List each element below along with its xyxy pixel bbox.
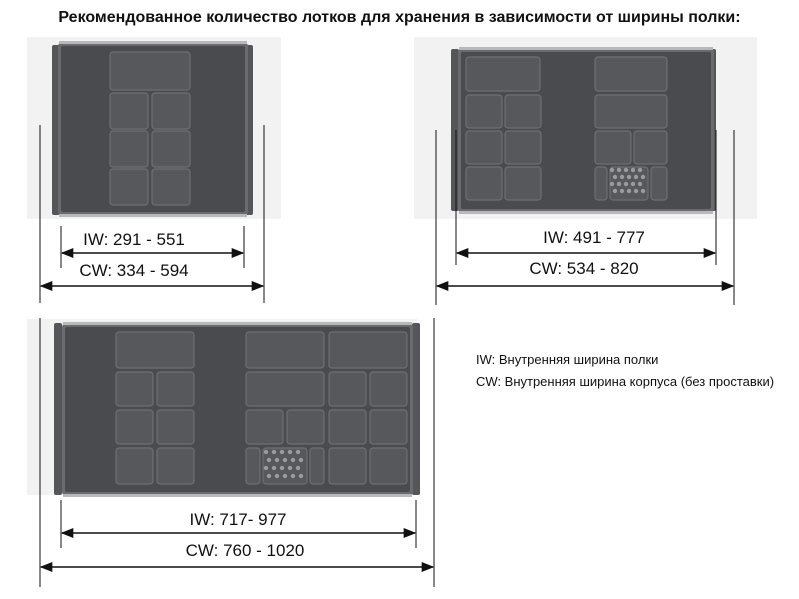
insert-hole bbox=[617, 182, 621, 186]
insert-hole bbox=[610, 182, 614, 186]
tray-compartment bbox=[246, 372, 324, 406]
drawer-illustration bbox=[27, 37, 281, 219]
tray-compartment bbox=[116, 448, 153, 484]
tray-compartment bbox=[263, 448, 307, 484]
tray-compartment bbox=[116, 410, 153, 444]
tray-compartment bbox=[595, 167, 607, 200]
insert-hole bbox=[617, 168, 621, 172]
insert-hole bbox=[613, 175, 617, 179]
tray-compartment bbox=[370, 410, 407, 444]
tray-compartment bbox=[246, 332, 324, 368]
tray-compartment bbox=[466, 167, 502, 200]
tray-compartment bbox=[116, 372, 153, 406]
insert-hole bbox=[280, 450, 284, 454]
tray-compartment bbox=[329, 372, 366, 406]
drawer-illustration bbox=[27, 319, 420, 497]
iw-label: IW: 491 - 777 bbox=[543, 228, 645, 247]
tray-compartment bbox=[116, 332, 194, 368]
iw-label: IW: 717- 977 bbox=[189, 510, 287, 529]
insert-hole bbox=[638, 168, 642, 172]
insert-hole bbox=[299, 458, 303, 462]
insert-hole bbox=[275, 474, 279, 478]
insert-hole bbox=[280, 466, 284, 470]
rail-top bbox=[459, 47, 713, 50]
insert-hole bbox=[624, 168, 628, 172]
tray-compartment bbox=[595, 131, 631, 164]
legend-cw: CW: Внутренняя ширина корпуса (без проставки) bbox=[476, 374, 775, 389]
drawer-illustration bbox=[414, 37, 757, 219]
side-wall-left bbox=[451, 49, 459, 211]
tray-compartment bbox=[505, 95, 541, 128]
cw-label: CW: 760 - 1020 bbox=[185, 541, 305, 560]
tray-compartment bbox=[651, 167, 667, 200]
insert-hole bbox=[275, 458, 279, 462]
insert-hole bbox=[631, 168, 635, 172]
insert-hole bbox=[283, 458, 287, 462]
insert-hole bbox=[267, 474, 271, 478]
tray-compartment bbox=[110, 52, 190, 90]
tray-compartment bbox=[505, 131, 541, 164]
cw-label: CW: 334 - 594 bbox=[79, 261, 189, 280]
insert-hole bbox=[641, 175, 645, 179]
insert-hole bbox=[624, 182, 628, 186]
insert-hole bbox=[291, 474, 295, 478]
tray-compartment bbox=[246, 410, 283, 444]
insert-hole bbox=[610, 168, 614, 172]
tray-compartment bbox=[157, 448, 194, 484]
rail-top bbox=[63, 322, 412, 325]
tray-compartment bbox=[110, 93, 148, 129]
insert-hole bbox=[613, 189, 617, 193]
tray-compartment bbox=[466, 95, 502, 128]
insert-hole bbox=[267, 458, 271, 462]
tray-compartment bbox=[634, 131, 667, 164]
tray-compartment bbox=[152, 169, 190, 205]
side-wall-left bbox=[54, 323, 62, 495]
tray-compartment bbox=[152, 93, 190, 129]
insert-hole bbox=[272, 466, 276, 470]
tray-compartment bbox=[310, 448, 324, 484]
insert-hole bbox=[291, 458, 295, 462]
diagram-title: Рекомендованное количество лотков для хранения в зависимости от ширины полки: bbox=[58, 9, 741, 26]
insert-hole bbox=[283, 474, 287, 478]
insert-hole bbox=[288, 450, 292, 454]
insert-hole bbox=[634, 189, 638, 193]
insert-hole bbox=[627, 175, 631, 179]
tray-compartment bbox=[246, 448, 260, 484]
tray-compartment bbox=[370, 448, 407, 484]
tray-compartment bbox=[110, 131, 148, 167]
insert-hole bbox=[634, 175, 638, 179]
insert-hole bbox=[620, 189, 624, 193]
tray-compartment bbox=[329, 448, 366, 484]
insert-hole bbox=[299, 474, 303, 478]
insert-hole bbox=[631, 182, 635, 186]
tray-compartment bbox=[370, 372, 407, 406]
insert-hole bbox=[627, 189, 631, 193]
tray-compartment bbox=[595, 95, 667, 128]
tray-compartment bbox=[152, 131, 190, 167]
cw-label: CW: 534 - 820 bbox=[529, 259, 639, 278]
tray-compartment bbox=[466, 57, 540, 91]
tray-compartment bbox=[157, 372, 194, 406]
legend bbox=[476, 349, 774, 393]
insert-hole bbox=[264, 450, 268, 454]
iw-label: IW: 291 - 551 bbox=[83, 230, 185, 249]
insert-hole bbox=[272, 450, 276, 454]
insert-hole bbox=[296, 466, 300, 470]
tray-compartment bbox=[110, 169, 148, 205]
tray-compartment bbox=[610, 167, 648, 200]
tray-compartment bbox=[466, 131, 502, 164]
insert-hole bbox=[296, 450, 300, 454]
tray-compartment bbox=[595, 57, 667, 91]
rail-bottom bbox=[63, 494, 412, 497]
rail-bottom bbox=[59, 214, 247, 217]
tray-compartment bbox=[329, 410, 366, 444]
legend-iw: IW: Внутренняя ширина полки bbox=[476, 352, 659, 367]
side-wall-right bbox=[412, 323, 420, 495]
insert-hole bbox=[620, 175, 624, 179]
tray-compartment bbox=[329, 332, 407, 368]
rail-top bbox=[59, 41, 247, 44]
insert-hole bbox=[641, 189, 645, 193]
insert-hole bbox=[264, 466, 268, 470]
tray-compartment bbox=[157, 410, 194, 444]
rail-bottom bbox=[459, 211, 713, 214]
tray-compartment bbox=[287, 410, 324, 444]
insert-hole bbox=[288, 466, 292, 470]
tray-compartment bbox=[505, 167, 541, 200]
insert-hole bbox=[638, 182, 642, 186]
